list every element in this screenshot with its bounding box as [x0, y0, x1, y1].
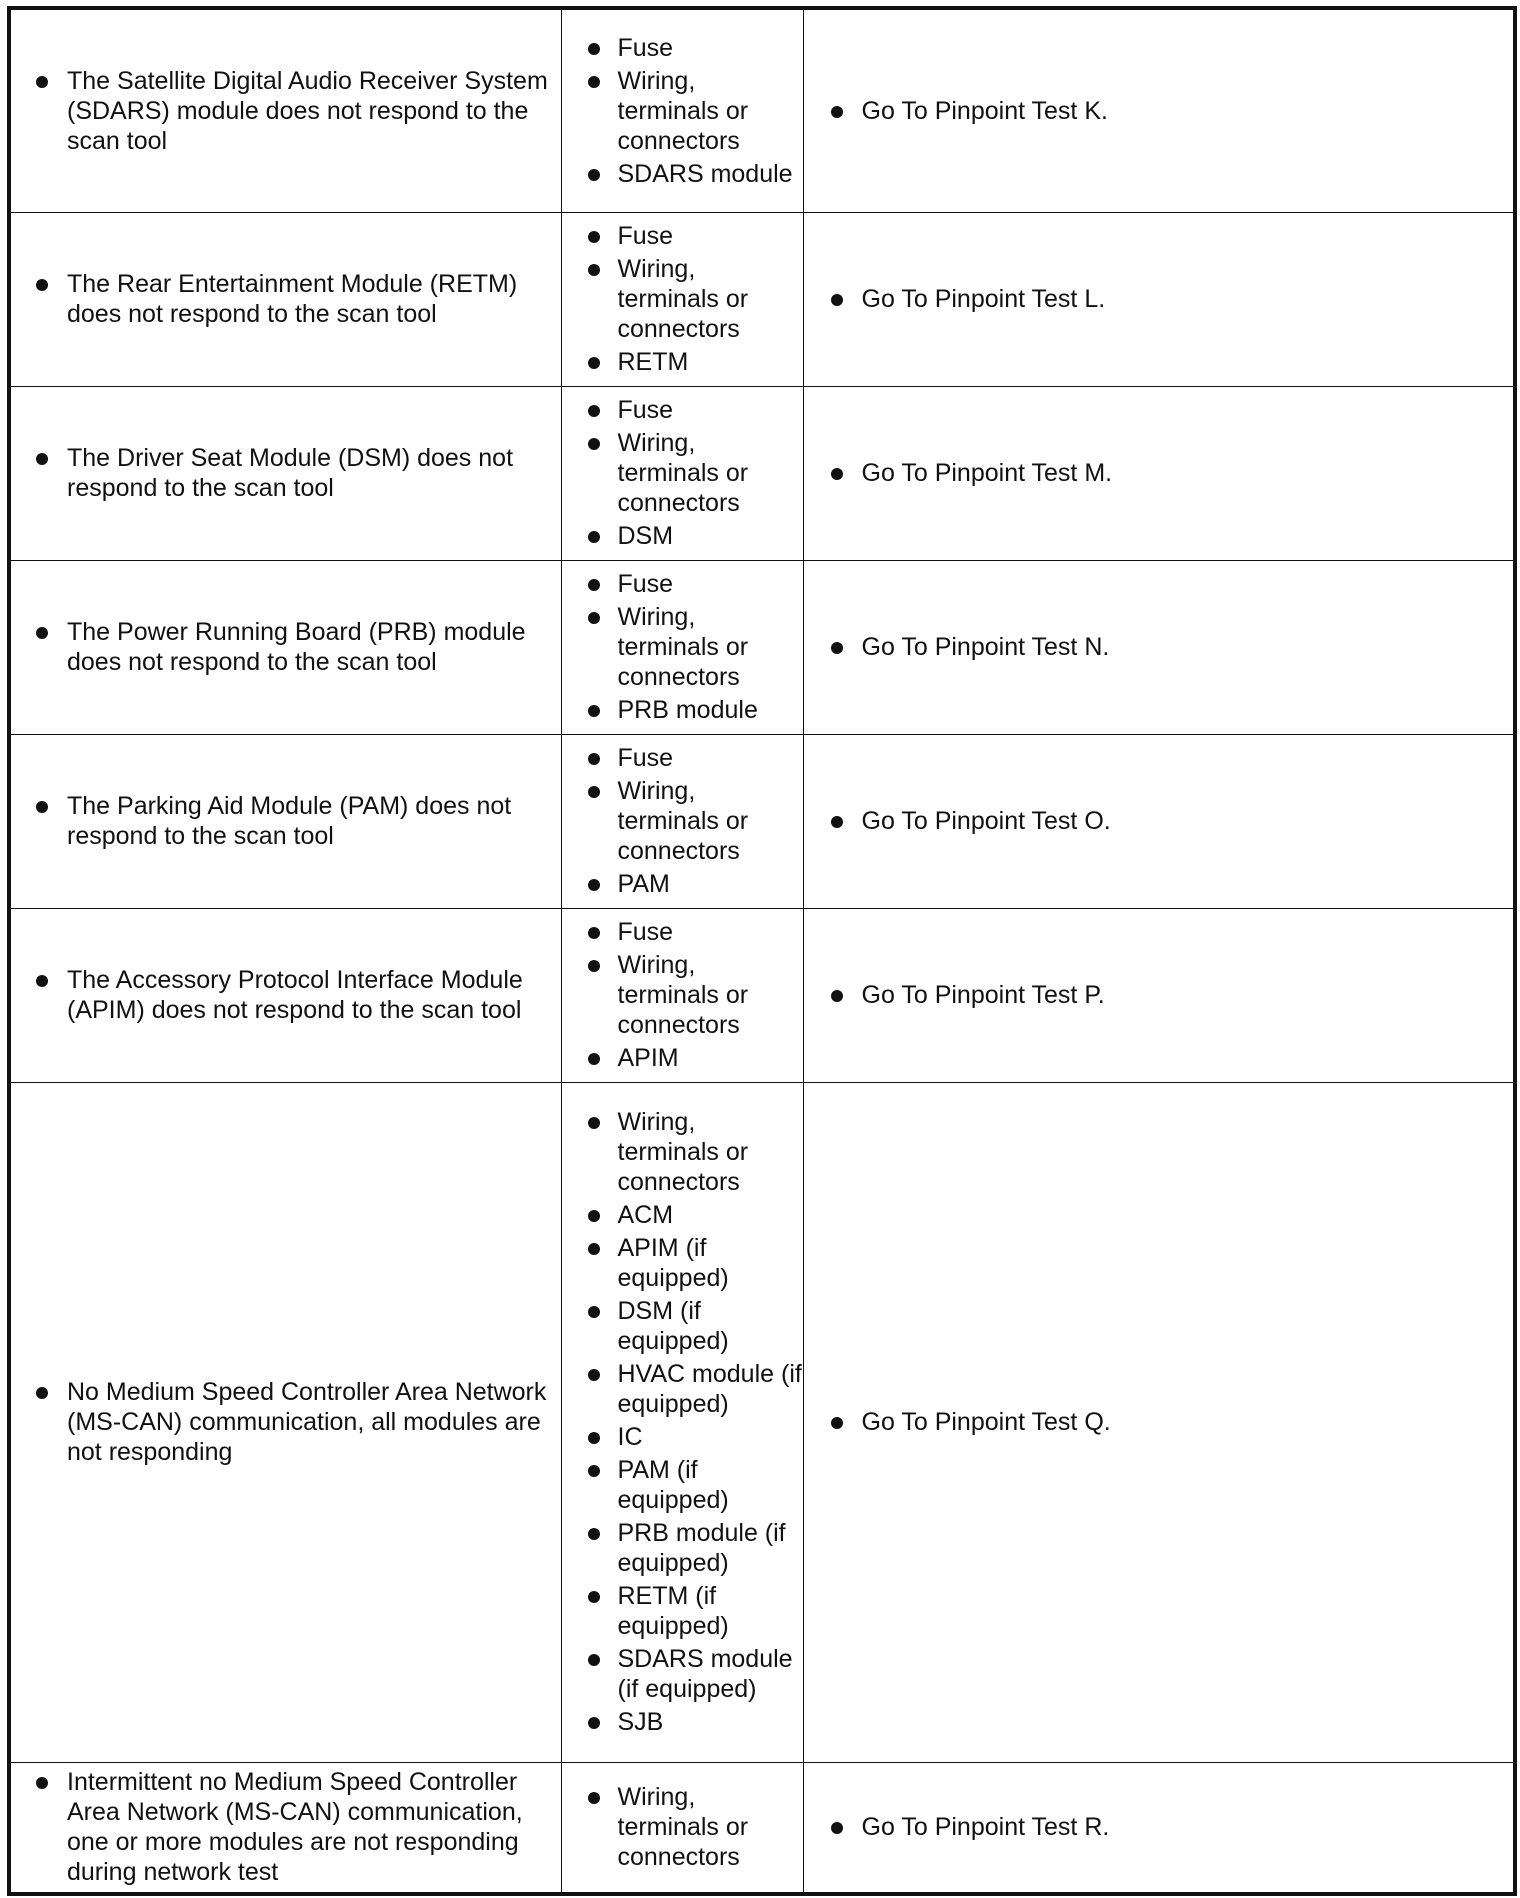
possible-source-item: SDARS module (if equipped): [562, 1644, 803, 1704]
condition-cell: [9, 1762, 561, 1894]
action-cell: [803, 734, 1515, 908]
action-link[interactable]: Go To Pinpoint Test O.: [804, 806, 1514, 836]
table-row: [9, 8, 1515, 212]
possible-source-item: ACM: [562, 1200, 803, 1230]
possible-sources-cell: [561, 8, 803, 212]
possible-source-item: PRB module (if equipped): [562, 1518, 803, 1578]
action-link[interactable]: Go To Pinpoint Test M.: [804, 458, 1514, 488]
possible-sources-cell: [561, 734, 803, 908]
possible-source-item: SDARS module: [562, 159, 803, 189]
table-row: [9, 734, 1515, 908]
action-cell: [803, 386, 1515, 560]
possible-source-item: Wiring, terminals or connectors: [562, 1107, 803, 1197]
possible-sources-cell: [561, 212, 803, 386]
possible-sources-cell: [561, 386, 803, 560]
table-row: [9, 1762, 1515, 1894]
possible-source-item: APIM (if equipped): [562, 1233, 803, 1293]
possible-source-item: Wiring, terminals or connectors: [562, 428, 803, 518]
table-row: [9, 212, 1515, 386]
possible-source-item: Fuse: [562, 569, 803, 599]
condition-cell: [9, 386, 561, 560]
possible-source-item: Fuse: [562, 395, 803, 425]
action-cell: [803, 212, 1515, 386]
action-link[interactable]: Go To Pinpoint Test L.: [804, 284, 1514, 314]
possible-source-item: Fuse: [562, 33, 803, 63]
possible-sources-cell: [561, 1762, 803, 1894]
possible-sources-cell: [561, 560, 803, 734]
table-row: [9, 1082, 1515, 1762]
possible-sources-cell: [561, 908, 803, 1082]
possible-source-item: RETM (if equipped): [562, 1581, 803, 1641]
table-row: [9, 386, 1515, 560]
action-cell: [803, 8, 1515, 212]
possible-source-item: IC: [562, 1422, 803, 1452]
diagnostic-table-container: [7, 6, 1513, 1892]
symptom-chart-table: [7, 6, 1517, 1896]
action-link[interactable]: Go To Pinpoint Test Q.: [804, 1407, 1514, 1437]
possible-source-item: Fuse: [562, 221, 803, 251]
possible-source-item: Fuse: [562, 917, 803, 947]
condition-text: Intermittent no Medium Speed Controller Area Network (MS-CAN) communication, one or more modules are not responding during network test: [11, 1767, 561, 1887]
possible-source-item: DSM (if equipped): [562, 1296, 803, 1356]
table-row: [9, 908, 1515, 1082]
possible-source-item: Wiring, terminals or connectors: [562, 66, 803, 156]
possible-source-item: Fuse: [562, 743, 803, 773]
action-cell: [803, 560, 1515, 734]
action-link[interactable]: Go To Pinpoint Test K.: [804, 96, 1514, 126]
condition-text: The Satellite Digital Audio Receiver System (SDARS) module does not respond to the scan tool: [11, 66, 561, 156]
possible-source-item: PAM: [562, 869, 803, 899]
condition-text: The Rear Entertainment Module (RETM) does not respond to the scan tool: [11, 269, 561, 329]
possible-source-item: DSM: [562, 521, 803, 551]
action-link[interactable]: Go To Pinpoint Test N.: [804, 632, 1514, 662]
condition-cell: [9, 908, 561, 1082]
condition-text: The Accessory Protocol Interface Module (APIM) does not respond to the scan tool: [11, 965, 561, 1025]
action-link[interactable]: Go To Pinpoint Test P.: [804, 980, 1514, 1010]
action-cell: [803, 1082, 1515, 1762]
possible-source-item: SJB: [562, 1707, 803, 1737]
condition-text: The Driver Seat Module (DSM) does not respond to the scan tool: [11, 443, 561, 503]
possible-source-item: Wiring, terminals or connectors: [562, 950, 803, 1040]
possible-source-item: Wiring, terminals or connectors: [562, 602, 803, 692]
condition-cell: [9, 8, 561, 212]
condition-cell: [9, 734, 561, 908]
possible-source-item: HVAC module (if equipped): [562, 1359, 803, 1419]
table-row: [9, 560, 1515, 734]
action-link[interactable]: Go To Pinpoint Test R.: [804, 1812, 1514, 1842]
action-cell: [803, 908, 1515, 1082]
possible-sources-cell: [561, 1082, 803, 1762]
condition-text: The Parking Aid Module (PAM) does not respond to the scan tool: [11, 791, 561, 851]
condition-cell: [9, 560, 561, 734]
possible-source-item: APIM: [562, 1043, 803, 1073]
possible-source-item: PRB module: [562, 695, 803, 725]
possible-source-item: Wiring, terminals or connectors: [562, 254, 803, 344]
condition-cell: [9, 212, 561, 386]
condition-text: No Medium Speed Controller Area Network (MS-CAN) communication, all modules are not responding: [11, 1377, 561, 1467]
possible-source-item: Wiring, terminals or connectors: [562, 1782, 803, 1872]
condition-text: The Power Running Board (PRB) module does not respond to the scan tool: [11, 617, 561, 677]
possible-source-item: PAM (if equipped): [562, 1455, 803, 1515]
action-cell: [803, 1762, 1515, 1894]
condition-cell: [9, 1082, 561, 1762]
possible-source-item: RETM: [562, 347, 803, 377]
possible-source-item: Wiring, terminals or connectors: [562, 776, 803, 866]
